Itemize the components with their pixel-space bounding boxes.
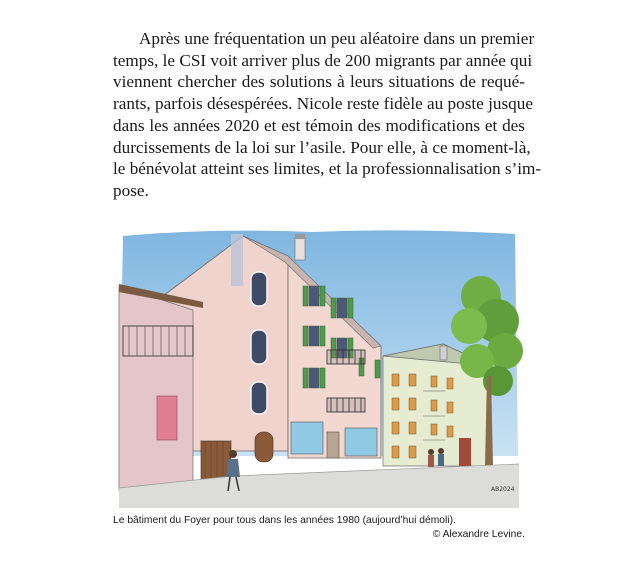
caption-line-1: Le bâtiment du Foyer pour tous dans les années 1980 (aujourd’hui démoli). [113, 515, 456, 526]
building-illustration [113, 226, 525, 511]
paragraph-line-8: pose. [113, 180, 149, 200]
paragraph-line-2: temps, le CSI voit arriver plus de 200 migrants par année qui [113, 50, 533, 70]
paragraph-line-6: durcissements de la loi sur l’asile. Pour elle, à ce moment-là, [113, 137, 531, 157]
paragraph-line-4: rants, parfois désespérées. Nicole reste fidèle au poste jusque [113, 94, 533, 114]
paragraph-line-1: Après une fréquentation un peu aléatoire dans un premier [139, 29, 535, 48]
paragraph-line-3: viennent chercher des solutions à leurs situations de requé- [113, 72, 525, 92]
paragraph-line-7: le bénévolat atteint ses limites, et la professionnalisation s’im- [113, 159, 542, 179]
body-paragraph [113, 28, 542, 202]
caption-credit: © Alexandre Levine. [432, 528, 525, 540]
figure-caption [113, 514, 525, 541]
artist-signature: AB2024 [491, 486, 515, 493]
paragraph-line-5: dans les années 2020 et est témoin des modifications et des [113, 115, 525, 135]
